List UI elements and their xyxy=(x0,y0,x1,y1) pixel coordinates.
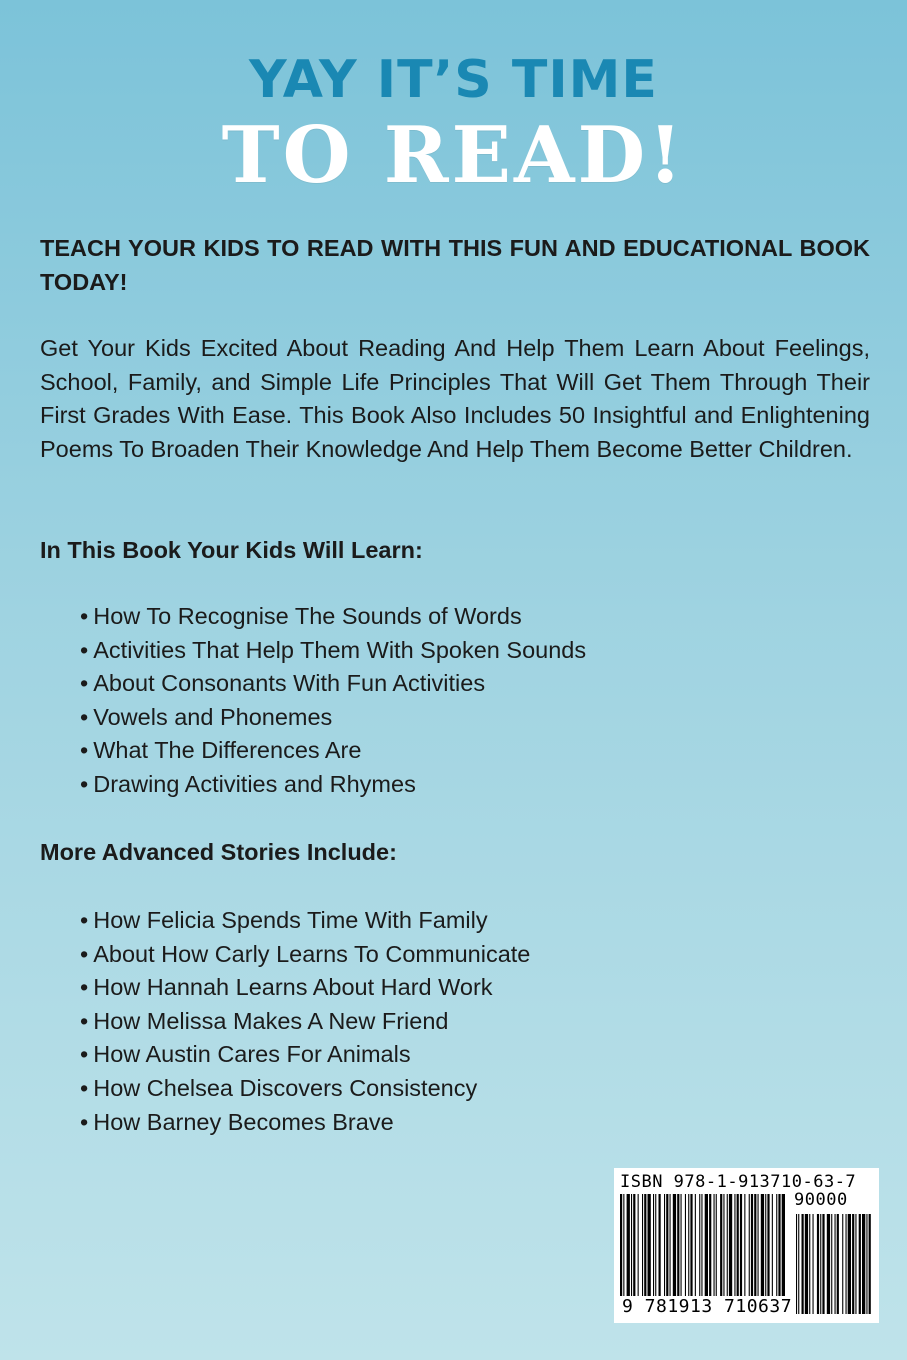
list-item: • How Melissa Makes A New Friend xyxy=(80,1005,530,1039)
list-item: • What The Differences Are xyxy=(80,734,586,768)
list-item: • Drawing Activities and Rhymes xyxy=(80,768,586,802)
price-code: 90000 xyxy=(794,1190,848,1210)
title-line-2: TO READ! xyxy=(221,110,686,201)
learn-list xyxy=(80,600,586,802)
list-item: • Activities That Help Them With Spoken Sounds xyxy=(80,634,586,668)
list-item: • How Felicia Spends Time With Family xyxy=(80,904,530,938)
learn-heading: In This Book Your Kids Will Learn: xyxy=(40,537,423,563)
list-item: • How To Recognise The Sounds of Words xyxy=(80,600,586,634)
list-item: • About Consonants With Fun Activities xyxy=(80,667,586,701)
list-item: • How Barney Becomes Brave xyxy=(80,1106,530,1140)
barcode-panel xyxy=(614,1168,879,1323)
stories-list xyxy=(80,904,530,1139)
isbn-label: ISBN 978-1-913710-63-7 xyxy=(620,1172,857,1192)
title-line-1: YAY IT’S TIME xyxy=(249,50,658,110)
stories-heading: More Advanced Stories Include: xyxy=(40,839,397,865)
list-item: • Vowels and Phonemes xyxy=(80,701,586,735)
barcode-digits: 9 781913 710637 xyxy=(622,1296,793,1317)
list-item: • How Chelsea Discovers Consistency xyxy=(80,1072,530,1106)
list-item: • How Austin Cares For Animals xyxy=(80,1038,530,1072)
intro-paragraph: Get Your Kids Excited About Reading And Help Them Learn About Feelings, School, Family, and Simple Life Principles That Will Get Them Through Their First Grades With Ease. This Book Also Includes 50 Insightful and Enlightening Poems To Broaden Their Knowledge And Help Them Become Better Children. xyxy=(40,335,870,462)
list-item: • How Hannah Learns About Hard Work xyxy=(80,971,530,1005)
main-heading: TEACH YOUR KIDS TO READ WITH THIS FUN AND EDUCATIONAL BOOK TODAY! xyxy=(40,235,870,295)
list-item: • About How Carly Learns To Communicate xyxy=(80,938,530,972)
